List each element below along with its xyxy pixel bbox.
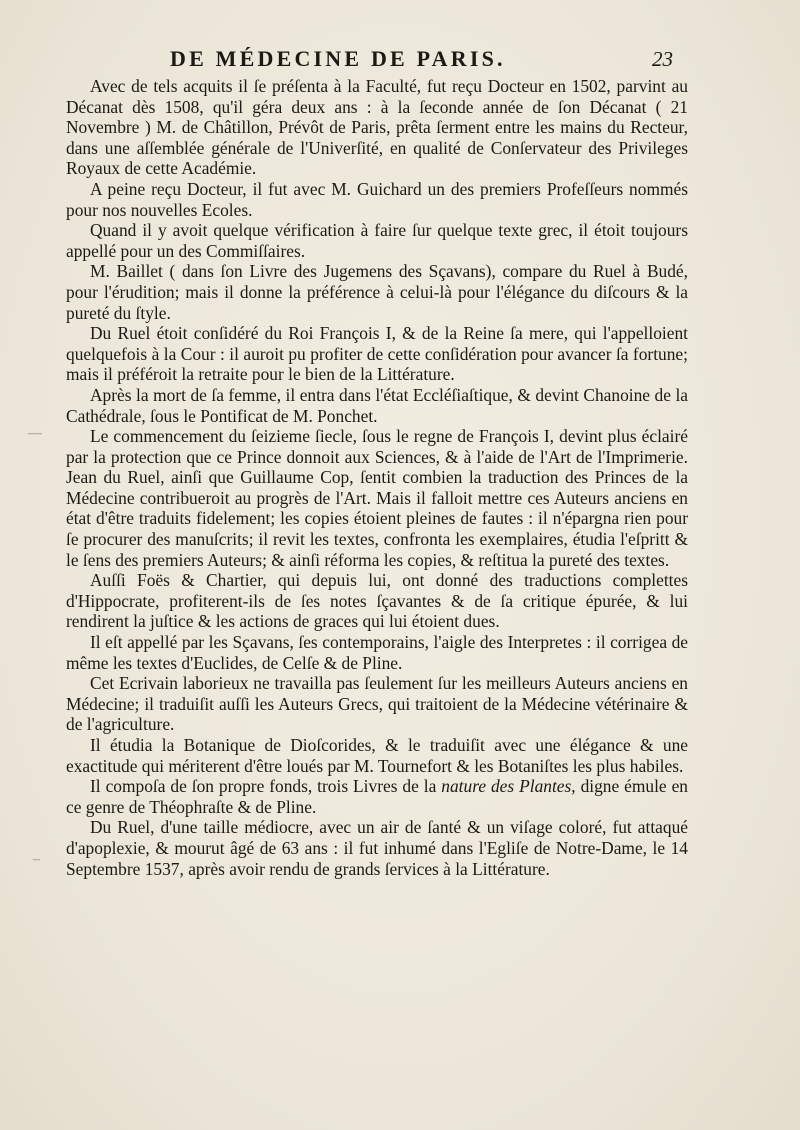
paragraph: Avec de tels acquits il ſe préſenta à la Faculté, fut reçu Docteur en 1502, parvint au Décanat dès 1508, qu'il géra deux ans : à la ſeconde année de ſon Décanat ( 21 Novembre ) M. de Châtillon, Prévôt de Paris, prêta ſerment entre les mains du Recteur, dans une aſſemblée générale de l'Univerſité, en qualité de Conſervateur des Privileges Royaux de cette Académie. [66, 76, 688, 179]
page-number: 23 [652, 47, 673, 71]
paragraph-text: , digne émule en ce genre de Théophraſte & de Pline. [66, 776, 689, 817]
margin-dash: — [28, 426, 42, 441]
paragraph: M. Baillet ( dans ſon Livre des Jugemens des Sçavans), compare du Ruel à Budé, pour l'érudition; mais il donne la préférence à celui-là pour l'élégance du diſcours & la pureté du ſtyle. [66, 261, 688, 323]
paragraph: Du Ruel étoit conſidéré du Roi François I, & de la Reine ſa mere, qui l'appelloient quelquefois à la Cour : il auroit pu profiter de cette conſidération pour avancer ſa fortune; mais il préféroit la retraite pour le bien de la Littérature. [66, 323, 688, 385]
book-title: nature des Plantes [441, 776, 572, 797]
margin-dash: – [33, 852, 40, 867]
paragraph [66, 776, 688, 817]
paragraph: Il étudia la Botanique de Dioſcorides, & le traduiſit avec une élégance & une exactitude qui mériterent d'être loués par M. Tournefort & les Botaniſtes les plus habiles. [66, 735, 688, 776]
paragraph: Il eſt appellé par les Sçavans, ſes contemporains, l'aigle des Interpretes : il corrigea de même les textes d'Euclides, de Celſe & de Pline. [66, 632, 688, 673]
paragraph: Le commencement du ſeizieme ſiecle, ſous le regne de François I, devint plus éclairé par la protection que ce Prince donnoit aux Sciences, & à l'aide de l'Art de l'Imprimerie. Jean du Ruel, ainſi que Guillaume Cop, ſentit combien la traduction des Princes de la Médecine contribueroit au progrès de l'Art. Mais il falloit mettre ces Auteurs anciens en état d'être traduits fidelement; les copies étoient pleines de fautes : il n'épargna rien pour ſe procurer des manuſcrits; il revit les textes, confronta les exemplaires, étudia l'eſpritt & le ſens des premiers Auteurs; & ainſi réforma les copies, & reſtitua la pureté des textes. [66, 426, 688, 570]
paragraph: Après la mort de ſa femme, il entra dans l'état Eccléſiaſtique, & devint Chanoine de la Cathédrale, ſous le Pontificat de M. Ponchet. [66, 384, 688, 426]
paragraph: A peine reçu Docteur, il fut avec M. Guichard un des premiers Profeſſeurs nommés pour nos nouvelles Ecoles. [66, 178, 688, 220]
paragraph: Quand il y avoit quelque vérification à faire ſur quelque texte grec, il étoit toujours appellé pour un des Commiſſaires. [66, 220, 688, 261]
paragraph: Du Ruel, d'une taille médiocre, avec un air de ſanté & un viſage coloré, fut attaqué d'apoplexie, & mourut âgé de 63 ans : il fut inhumé dans l'Egliſe de Notre-Dame, le 14 Septembre 1537, après avoir rendu de grands ſervices à la Littérature. [66, 817, 688, 879]
body-text [66, 76, 688, 879]
running-head: DE MÉDECINE DE PARIS. [170, 46, 506, 71]
paragraph-text: Il compoſa de ſon propre fonds, trois Livres de la [90, 776, 442, 797]
paragraph: Auſſi Foës & Chartier, qui depuis lui, ont donné des traductions complettes d'Hippocrate, profiterent-ils de ſes notes ſçavantes & de ſa critique épurée, & lui rendirent la juſtice & les actions de graces qui lui étoient dues. [66, 570, 688, 632]
page-header [0, 46, 800, 76]
paragraph: Cet Ecrivain laborieux ne travailla pas ſeulement ſur les meilleurs Auteurs anciens en Médecine; il traduiſit auſſi les Auteurs Grecs, qui traitoient de la Médecine vétérinaire & de l'agriculture. [66, 673, 688, 735]
